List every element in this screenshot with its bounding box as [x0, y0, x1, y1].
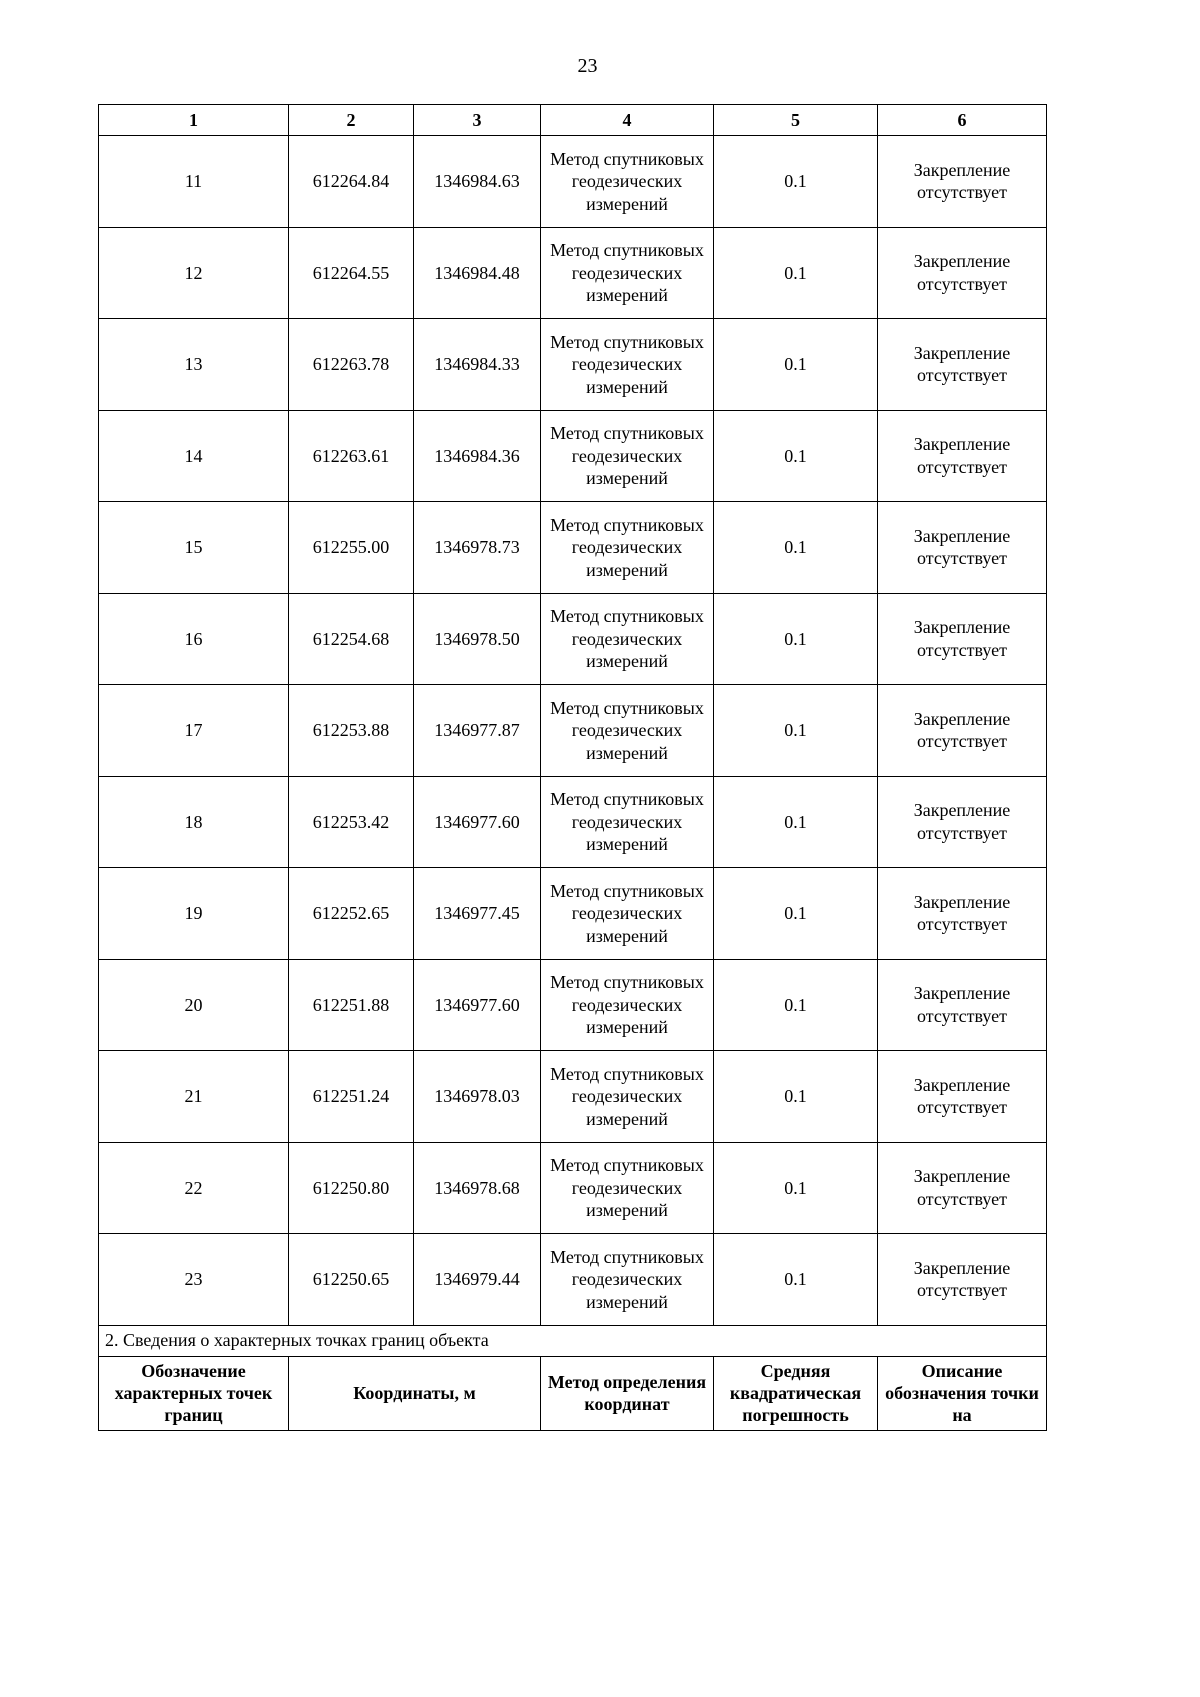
method-cell	[541, 1142, 714, 1234]
point-number-cell: 12	[99, 227, 289, 319]
header-method	[541, 1356, 714, 1430]
method-cell	[541, 593, 714, 685]
x-coordinate-cell: 612251.24	[289, 1051, 414, 1143]
method-cell-text: Метод спутниковых геодезических измерений	[550, 880, 704, 946]
accuracy-cell: 0.1	[714, 319, 878, 411]
x-coordinate-cell: 612250.65	[289, 1234, 414, 1326]
accuracy-cell: 0.1	[714, 1142, 878, 1234]
table-row	[99, 410, 1047, 502]
method-cell-text: Метод спутниковых геодезических измерений	[550, 606, 704, 671]
header-coordinates	[289, 1356, 541, 1430]
method-cell-text: Метод спутниковых геодезических измерений	[550, 240, 704, 305]
method-cell	[541, 410, 714, 502]
table-row	[99, 1234, 1047, 1326]
column-number-row	[99, 105, 1047, 136]
y-coordinate-cell: 1346984.63	[414, 136, 541, 228]
point-number-cell: 13	[99, 319, 289, 411]
section-title-row	[99, 1325, 1047, 1356]
accuracy-cell: 0.1	[714, 136, 878, 228]
method-cell-text: Метод спутниковых геодезических измерений	[550, 697, 704, 763]
point-number-cell: 16	[99, 593, 289, 685]
y-coordinate-cell: 1346979.44	[414, 1234, 541, 1326]
x-coordinate-cell: 612264.55	[289, 227, 414, 319]
table-row	[99, 319, 1047, 411]
method-cell	[541, 868, 714, 960]
table-body	[99, 105, 1047, 1431]
point-number-cell: 17	[99, 685, 289, 777]
page-number: 23	[577, 55, 598, 77]
y-coordinate-cell: 1346984.33	[414, 319, 541, 411]
point-number-cell: 22	[99, 1142, 289, 1234]
section-title: 2. Сведения о характерных точках границ объекта	[99, 1325, 1047, 1356]
fixation-cell	[878, 868, 1047, 960]
fixation-cell-text: Закрепление отсутствует	[913, 800, 1011, 843]
accuracy-cell: 0.1	[714, 959, 878, 1051]
accuracy-cell: 0.1	[714, 502, 878, 594]
method-cell	[541, 319, 714, 411]
accuracy-cell: 0.1	[714, 1234, 878, 1326]
fixation-cell	[878, 1051, 1047, 1143]
fixation-cell	[878, 685, 1047, 777]
accuracy-cell: 0.1	[714, 410, 878, 502]
fixation-cell	[878, 1234, 1047, 1326]
fixation-cell	[878, 410, 1047, 502]
y-coordinate-cell: 1346978.50	[414, 593, 541, 685]
header-description-text: Описание обозначения точки на	[885, 1361, 1039, 1425]
table-row	[99, 593, 1047, 685]
header-coordinates-text: Координаты, м	[353, 1383, 476, 1403]
point-number-cell: 15	[99, 502, 289, 594]
column-number-cell: 1	[99, 105, 289, 136]
method-cell-text: Метод спутниковых геодезических измерений	[550, 1246, 704, 1312]
y-coordinate-cell: 1346977.45	[414, 868, 541, 960]
y-coordinate-cell: 1346977.60	[414, 776, 541, 868]
table-row	[99, 959, 1047, 1051]
fixation-cell-text: Закрепление отсутствует	[913, 891, 1011, 935]
method-cell-text: Метод спутниковых геодезических измерений	[550, 423, 704, 488]
method-cell	[541, 502, 714, 594]
y-coordinate-cell: 1346978.03	[414, 1051, 541, 1143]
table-row	[99, 776, 1047, 868]
accuracy-cell: 0.1	[714, 685, 878, 777]
fixation-cell-text: Закрепление отсутствует	[913, 708, 1011, 752]
fixation-cell-text: Закрепление отсутствует	[913, 617, 1011, 660]
method-cell	[541, 685, 714, 777]
fixation-cell	[878, 776, 1047, 868]
table-row	[99, 1051, 1047, 1143]
x-coordinate-cell: 612251.88	[289, 959, 414, 1051]
header-method-text: Метод определения координат	[547, 1372, 707, 1414]
column-number-cell: 4	[541, 105, 714, 136]
method-cell-text: Метод спутниковых геодезических измерений	[550, 514, 704, 580]
x-coordinate-cell: 612263.78	[289, 319, 414, 411]
table-row	[99, 868, 1047, 960]
x-coordinate-cell: 612252.65	[289, 868, 414, 960]
method-cell	[541, 136, 714, 228]
x-coordinate-cell: 612255.00	[289, 502, 414, 594]
method-cell-text: Метод спутниковых геодезических измерений	[550, 1063, 704, 1129]
x-coordinate-cell: 612253.88	[289, 685, 414, 777]
header-point-designation-text: Обозначение характерных точек границ	[114, 1361, 273, 1425]
fixation-cell-text: Закрепление отсутствует	[913, 342, 1011, 386]
fixation-cell-text: Закрепление отсутствует	[913, 1074, 1011, 1118]
accuracy-cell: 0.1	[714, 1051, 878, 1143]
y-coordinate-cell: 1346984.48	[414, 227, 541, 319]
table-row	[99, 136, 1047, 228]
x-coordinate-cell: 612264.84	[289, 136, 414, 228]
accuracy-cell: 0.1	[714, 227, 878, 319]
table-row	[99, 227, 1047, 319]
accuracy-cell: 0.1	[714, 593, 878, 685]
boundary-points-table	[98, 104, 1047, 1431]
y-coordinate-cell: 1346978.73	[414, 502, 541, 594]
fixation-cell	[878, 1142, 1047, 1234]
point-number-cell: 20	[99, 959, 289, 1051]
point-number-cell: 21	[99, 1051, 289, 1143]
point-number-cell: 18	[99, 776, 289, 868]
fixation-cell	[878, 959, 1047, 1051]
column-number-cell: 2	[289, 105, 414, 136]
y-coordinate-cell: 1346984.36	[414, 410, 541, 502]
header-description	[878, 1356, 1047, 1430]
table-row	[99, 1142, 1047, 1234]
fixation-cell-text: Закрепление отсутствует	[913, 434, 1011, 477]
column-number-cell: 5	[714, 105, 878, 136]
x-coordinate-cell: 612263.61	[289, 410, 414, 502]
header-accuracy-text: Средняя квадратическая погрешность	[729, 1361, 862, 1425]
table-row	[99, 502, 1047, 594]
fixation-cell	[878, 227, 1047, 319]
x-coordinate-cell: 612254.68	[289, 593, 414, 685]
header-point-designation	[99, 1356, 289, 1430]
column-number-cell: 6	[878, 105, 1047, 136]
section-header-row	[99, 1356, 1047, 1430]
header-accuracy	[714, 1356, 878, 1430]
y-coordinate-cell: 1346978.68	[414, 1142, 541, 1234]
point-number-cell: 23	[99, 1234, 289, 1326]
point-number-cell: 14	[99, 410, 289, 502]
y-coordinate-cell: 1346977.60	[414, 959, 541, 1051]
x-coordinate-cell: 612250.80	[289, 1142, 414, 1234]
method-cell	[541, 1234, 714, 1326]
method-cell-text: Метод спутниковых геодезических измерений	[550, 972, 704, 1037]
method-cell-text: Метод спутниковых геодезических измерений	[550, 1155, 704, 1220]
method-cell-text: Метод спутниковых геодезических измерений	[550, 148, 704, 214]
fixation-cell-text: Закрепление отсутствует	[913, 159, 1011, 203]
method-cell	[541, 776, 714, 868]
fixation-cell	[878, 136, 1047, 228]
method-cell	[541, 959, 714, 1051]
method-cell-text: Метод спутниковых геодезических измерений	[550, 331, 704, 397]
accuracy-cell: 0.1	[714, 868, 878, 960]
fixation-cell	[878, 593, 1047, 685]
fixation-cell-text: Закрепление отсутствует	[913, 251, 1011, 294]
fixation-cell-text: Закрепление отсутствует	[913, 1166, 1011, 1209]
table-row	[99, 685, 1047, 777]
point-number-cell: 11	[99, 136, 289, 228]
fixation-cell	[878, 319, 1047, 411]
fixation-cell	[878, 502, 1047, 594]
method-cell-text: Метод спутниковых геодезических измерений	[550, 789, 704, 854]
fixation-cell-text: Закрепление отсутствует	[913, 983, 1011, 1026]
fixation-cell-text: Закрепление отсутствует	[913, 1257, 1011, 1301]
method-cell	[541, 1051, 714, 1143]
accuracy-cell: 0.1	[714, 776, 878, 868]
column-number-cell: 3	[414, 105, 541, 136]
fixation-cell-text: Закрепление отсутствует	[913, 525, 1011, 569]
point-number-cell: 19	[99, 868, 289, 960]
x-coordinate-cell: 612253.42	[289, 776, 414, 868]
method-cell	[541, 227, 714, 319]
y-coordinate-cell: 1346977.87	[414, 685, 541, 777]
